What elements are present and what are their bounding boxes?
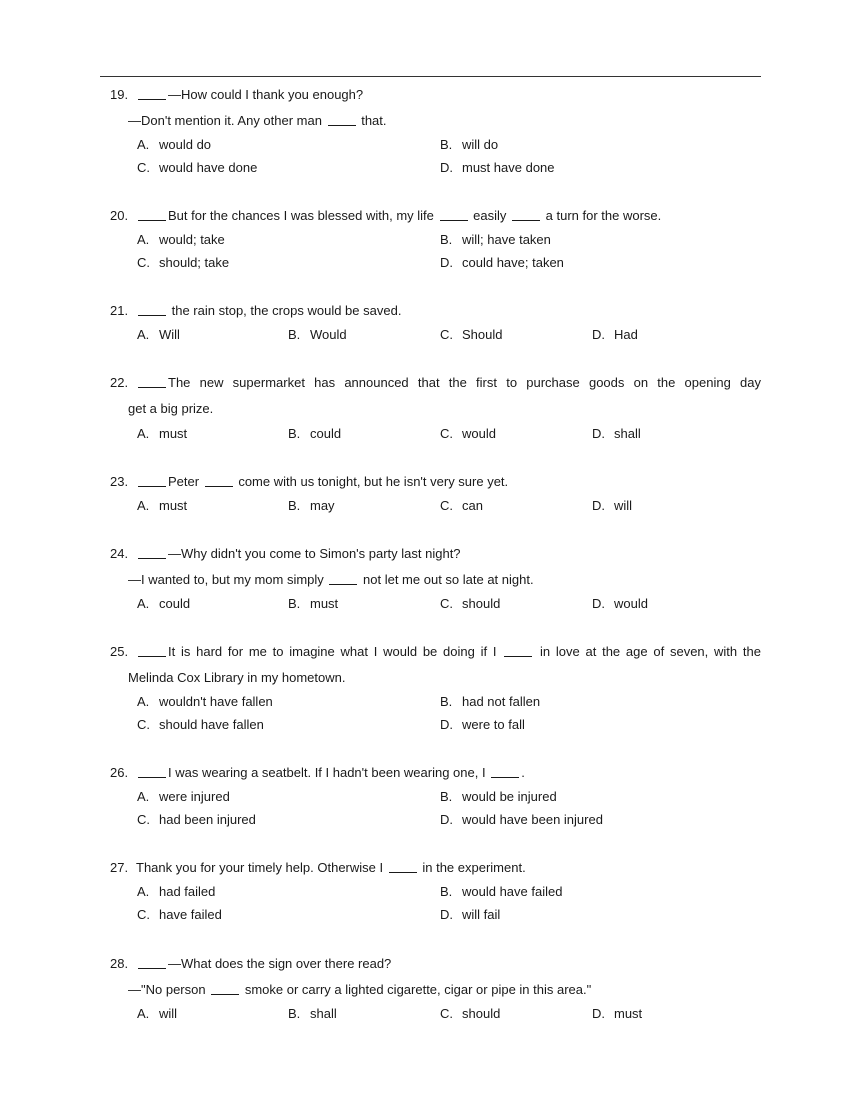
option-text: will	[159, 1006, 178, 1021]
answer-blank[interactable]	[138, 765, 166, 778]
question-stem-line	[128, 670, 761, 686]
answer-blank[interactable]	[138, 375, 166, 388]
stem-text: Melinda Cox Library in my hometown.	[128, 670, 346, 685]
question-stem	[110, 86, 761, 103]
question-number: 24.	[110, 546, 129, 561]
option-letter: D.	[440, 160, 453, 175]
option-a[interactable]	[137, 1006, 177, 1022]
option-text: shall	[310, 1006, 337, 1021]
question-number: 23.	[110, 474, 129, 489]
stem-text: smoke or carry a lighted cigarette, cigar or pipe in this area."	[244, 982, 592, 997]
stem-text: —What does the sign over there read?	[168, 956, 392, 971]
option-letter: B.	[440, 232, 453, 247]
option-text: should have fallen	[159, 717, 264, 732]
option-text: may	[310, 498, 335, 513]
answer-blank[interactable]	[389, 860, 417, 873]
option-text: could	[159, 596, 191, 611]
option-c[interactable]	[440, 426, 496, 442]
option-c[interactable]	[440, 327, 502, 343]
answer-blank[interactable]	[138, 474, 166, 487]
stem-text: —Why didn't you come to Simon's party last night?	[168, 546, 461, 561]
option-d[interactable]	[440, 255, 564, 271]
option-text: will; have taken	[462, 232, 551, 247]
question-stem	[110, 473, 761, 490]
option-a[interactable]	[137, 789, 230, 805]
stem-text: that.	[361, 113, 387, 128]
option-b[interactable]	[440, 884, 562, 900]
option-letter: A.	[137, 498, 150, 513]
option-a[interactable]	[137, 498, 187, 514]
option-text: Would	[310, 327, 347, 342]
answer-blank[interactable]	[491, 765, 519, 778]
option-b[interactable]	[288, 327, 347, 343]
option-text: should; take	[159, 255, 230, 270]
question-number: 25.	[110, 644, 129, 659]
option-letter: C.	[440, 1006, 453, 1021]
option-letter: A.	[137, 694, 150, 709]
header-rule	[100, 76, 761, 77]
stem-text: come with us tonight, but he isn't very sure yet.	[238, 474, 509, 489]
option-d[interactable]	[440, 717, 525, 733]
option-text: would do	[159, 137, 212, 152]
option-a[interactable]	[137, 327, 180, 343]
option-text: Should	[462, 327, 503, 342]
option-a[interactable]	[137, 232, 225, 248]
option-c[interactable]	[440, 498, 483, 514]
answer-blank[interactable]	[440, 208, 468, 221]
option-letter: C.	[440, 327, 453, 342]
answer-blank[interactable]	[328, 113, 356, 126]
option-b[interactable]	[288, 426, 341, 442]
option-letter: B.	[440, 884, 453, 899]
option-a[interactable]	[137, 694, 273, 710]
option-letter: A.	[137, 426, 150, 441]
option-letter: D.	[592, 426, 605, 441]
option-letter: C.	[137, 717, 150, 732]
option-text: would have failed	[462, 884, 563, 899]
option-letter: B.	[288, 426, 301, 441]
option-text: would have done	[159, 160, 258, 175]
option-text: should	[462, 596, 501, 611]
question-stem	[110, 207, 761, 224]
option-b[interactable]	[440, 789, 557, 805]
option-letter: B.	[288, 1006, 301, 1021]
option-c[interactable]	[137, 717, 264, 733]
question-number: 22.	[110, 375, 129, 390]
option-text: will fail	[462, 907, 501, 922]
stem-text: The new supermarket has announced that the first to purchase goods on the opening day	[168, 375, 761, 390]
option-text: had been injured	[159, 812, 256, 827]
answer-blank[interactable]	[138, 303, 166, 316]
option-text: will	[614, 498, 633, 513]
stem-text: Thank you for your timely help. Otherwise I	[136, 860, 384, 875]
option-letter: B.	[288, 596, 301, 611]
option-a[interactable]	[137, 137, 211, 153]
option-text: shall	[614, 426, 641, 441]
option-letter: A.	[137, 1006, 150, 1021]
stem-text: —Don't mention it. Any other man	[128, 113, 322, 128]
stem-text: a turn for the worse.	[545, 208, 662, 223]
option-letter: C.	[137, 160, 150, 175]
option-c[interactable]	[440, 596, 500, 612]
option-d[interactable]	[592, 498, 632, 514]
question-number: 20.	[110, 208, 129, 223]
option-d[interactable]	[440, 907, 500, 923]
option-b[interactable]	[440, 232, 551, 248]
option-c[interactable]	[137, 907, 222, 923]
option-a[interactable]	[137, 596, 190, 612]
option-text: could	[310, 426, 342, 441]
answer-blank[interactable]	[138, 208, 166, 221]
answer-blank[interactable]	[138, 956, 166, 969]
option-text: would have been injured	[462, 812, 603, 827]
question-stem	[110, 545, 761, 562]
option-b[interactable]	[288, 498, 335, 514]
option-letter: D.	[440, 255, 453, 270]
option-text: were injured	[159, 789, 230, 804]
stem-text: But for the chances I was blessed with, my life	[168, 208, 434, 223]
question-stem-line	[128, 401, 761, 417]
option-letter: C.	[440, 426, 453, 441]
option-text: would	[462, 426, 496, 441]
option-text: will do	[462, 137, 499, 152]
stem-text: I was wearing a seatbelt. If I hadn't been wearing one, I	[168, 765, 486, 780]
stem-text: —"No person	[128, 982, 206, 997]
option-b[interactable]	[288, 596, 338, 612]
question-number: 27.	[110, 860, 129, 875]
option-letter: C.	[137, 812, 150, 827]
answer-blank[interactable]	[211, 982, 239, 995]
option-text: had not fallen	[462, 694, 541, 709]
option-letter: A.	[137, 137, 150, 152]
option-a[interactable]	[137, 426, 187, 442]
question-stem-line	[128, 981, 761, 998]
stem-text: Peter	[168, 474, 200, 489]
question-stem-line	[128, 571, 761, 588]
stem-text: get a big prize.	[128, 401, 214, 416]
option-letter: B.	[440, 789, 453, 804]
option-text: must	[159, 426, 188, 441]
question-stem	[110, 302, 761, 319]
option-letter: A.	[137, 884, 150, 899]
option-letter: A.	[137, 327, 150, 342]
option-text: Will	[159, 327, 180, 342]
option-c[interactable]	[137, 160, 257, 176]
answer-blank[interactable]	[512, 208, 540, 221]
stem-text: It is hard for me to imagine what I would be doing if I	[168, 644, 497, 659]
stem-text: .	[521, 765, 525, 780]
answer-blank[interactable]	[205, 474, 233, 487]
option-letter: B.	[288, 498, 301, 513]
question-stem	[110, 859, 761, 876]
option-b[interactable]	[440, 694, 540, 710]
question-number: 28.	[110, 956, 129, 971]
option-d[interactable]	[592, 426, 641, 442]
option-text: should	[462, 1006, 501, 1021]
option-letter: C.	[440, 596, 453, 611]
answer-blank[interactable]	[138, 87, 166, 100]
option-text: would; take	[159, 232, 225, 247]
stem-text: in the experiment.	[422, 860, 526, 875]
question-stem	[110, 643, 761, 659]
option-text: had failed	[159, 884, 216, 899]
option-text: wouldn't have fallen	[159, 694, 273, 709]
option-letter: A.	[137, 232, 150, 247]
answer-blank[interactable]	[138, 644, 166, 657]
option-letter: A.	[137, 596, 150, 611]
stem-text: easily	[473, 208, 507, 223]
question-number: 21.	[110, 303, 129, 318]
option-letter: C.	[137, 255, 150, 270]
option-c[interactable]	[440, 1006, 500, 1022]
option-a[interactable]	[137, 884, 215, 900]
question-number: 26.	[110, 765, 129, 780]
option-letter: D.	[440, 907, 453, 922]
option-text: must	[614, 1006, 643, 1021]
option-d[interactable]	[592, 1006, 642, 1022]
stem-text: in love at the age of seven, with the	[540, 644, 761, 659]
option-letter: B.	[288, 327, 301, 342]
option-text: have failed	[159, 907, 222, 922]
stem-text: the rain stop, the crops would be saved.	[171, 303, 402, 318]
option-letter: D.	[592, 1006, 605, 1021]
option-letter: D.	[440, 717, 453, 732]
option-d[interactable]	[592, 596, 648, 612]
option-letter: B.	[440, 137, 453, 152]
option-b[interactable]	[440, 137, 498, 153]
stem-text: not let me out so late at night.	[363, 572, 534, 587]
option-letter: B.	[440, 694, 453, 709]
option-text: must	[310, 596, 339, 611]
option-letter: D.	[592, 327, 605, 342]
stem-text: —How could I thank you enough?	[168, 87, 364, 102]
option-c[interactable]	[137, 812, 256, 828]
option-d[interactable]	[440, 160, 555, 176]
option-text: must have done	[462, 160, 555, 175]
answer-blank[interactable]	[329, 572, 357, 585]
question-number: 19.	[110, 87, 129, 102]
question-stem	[110, 374, 761, 390]
option-letter: D.	[592, 498, 605, 513]
option-text: were to fall	[462, 717, 525, 732]
stem-text: —I wanted to, but my mom simply	[128, 572, 324, 587]
option-text: must	[159, 498, 188, 513]
option-letter: D.	[440, 812, 453, 827]
option-letter: D.	[592, 596, 605, 611]
option-letter: C.	[137, 907, 150, 922]
option-letter: A.	[137, 789, 150, 804]
option-d[interactable]	[592, 327, 638, 343]
option-c[interactable]	[137, 255, 229, 271]
question-stem	[110, 764, 761, 781]
option-d[interactable]	[440, 812, 603, 828]
option-text: could have; taken	[462, 255, 564, 270]
question-stem-line	[128, 112, 761, 129]
option-text: would be injured	[462, 789, 557, 804]
answer-blank[interactable]	[138, 546, 166, 559]
option-b[interactable]	[288, 1006, 337, 1022]
question-stem	[110, 955, 761, 972]
option-text: can	[462, 498, 483, 513]
option-text: would	[614, 596, 648, 611]
option-text: Had	[614, 327, 638, 342]
answer-blank[interactable]	[504, 644, 532, 657]
option-letter: C.	[440, 498, 453, 513]
